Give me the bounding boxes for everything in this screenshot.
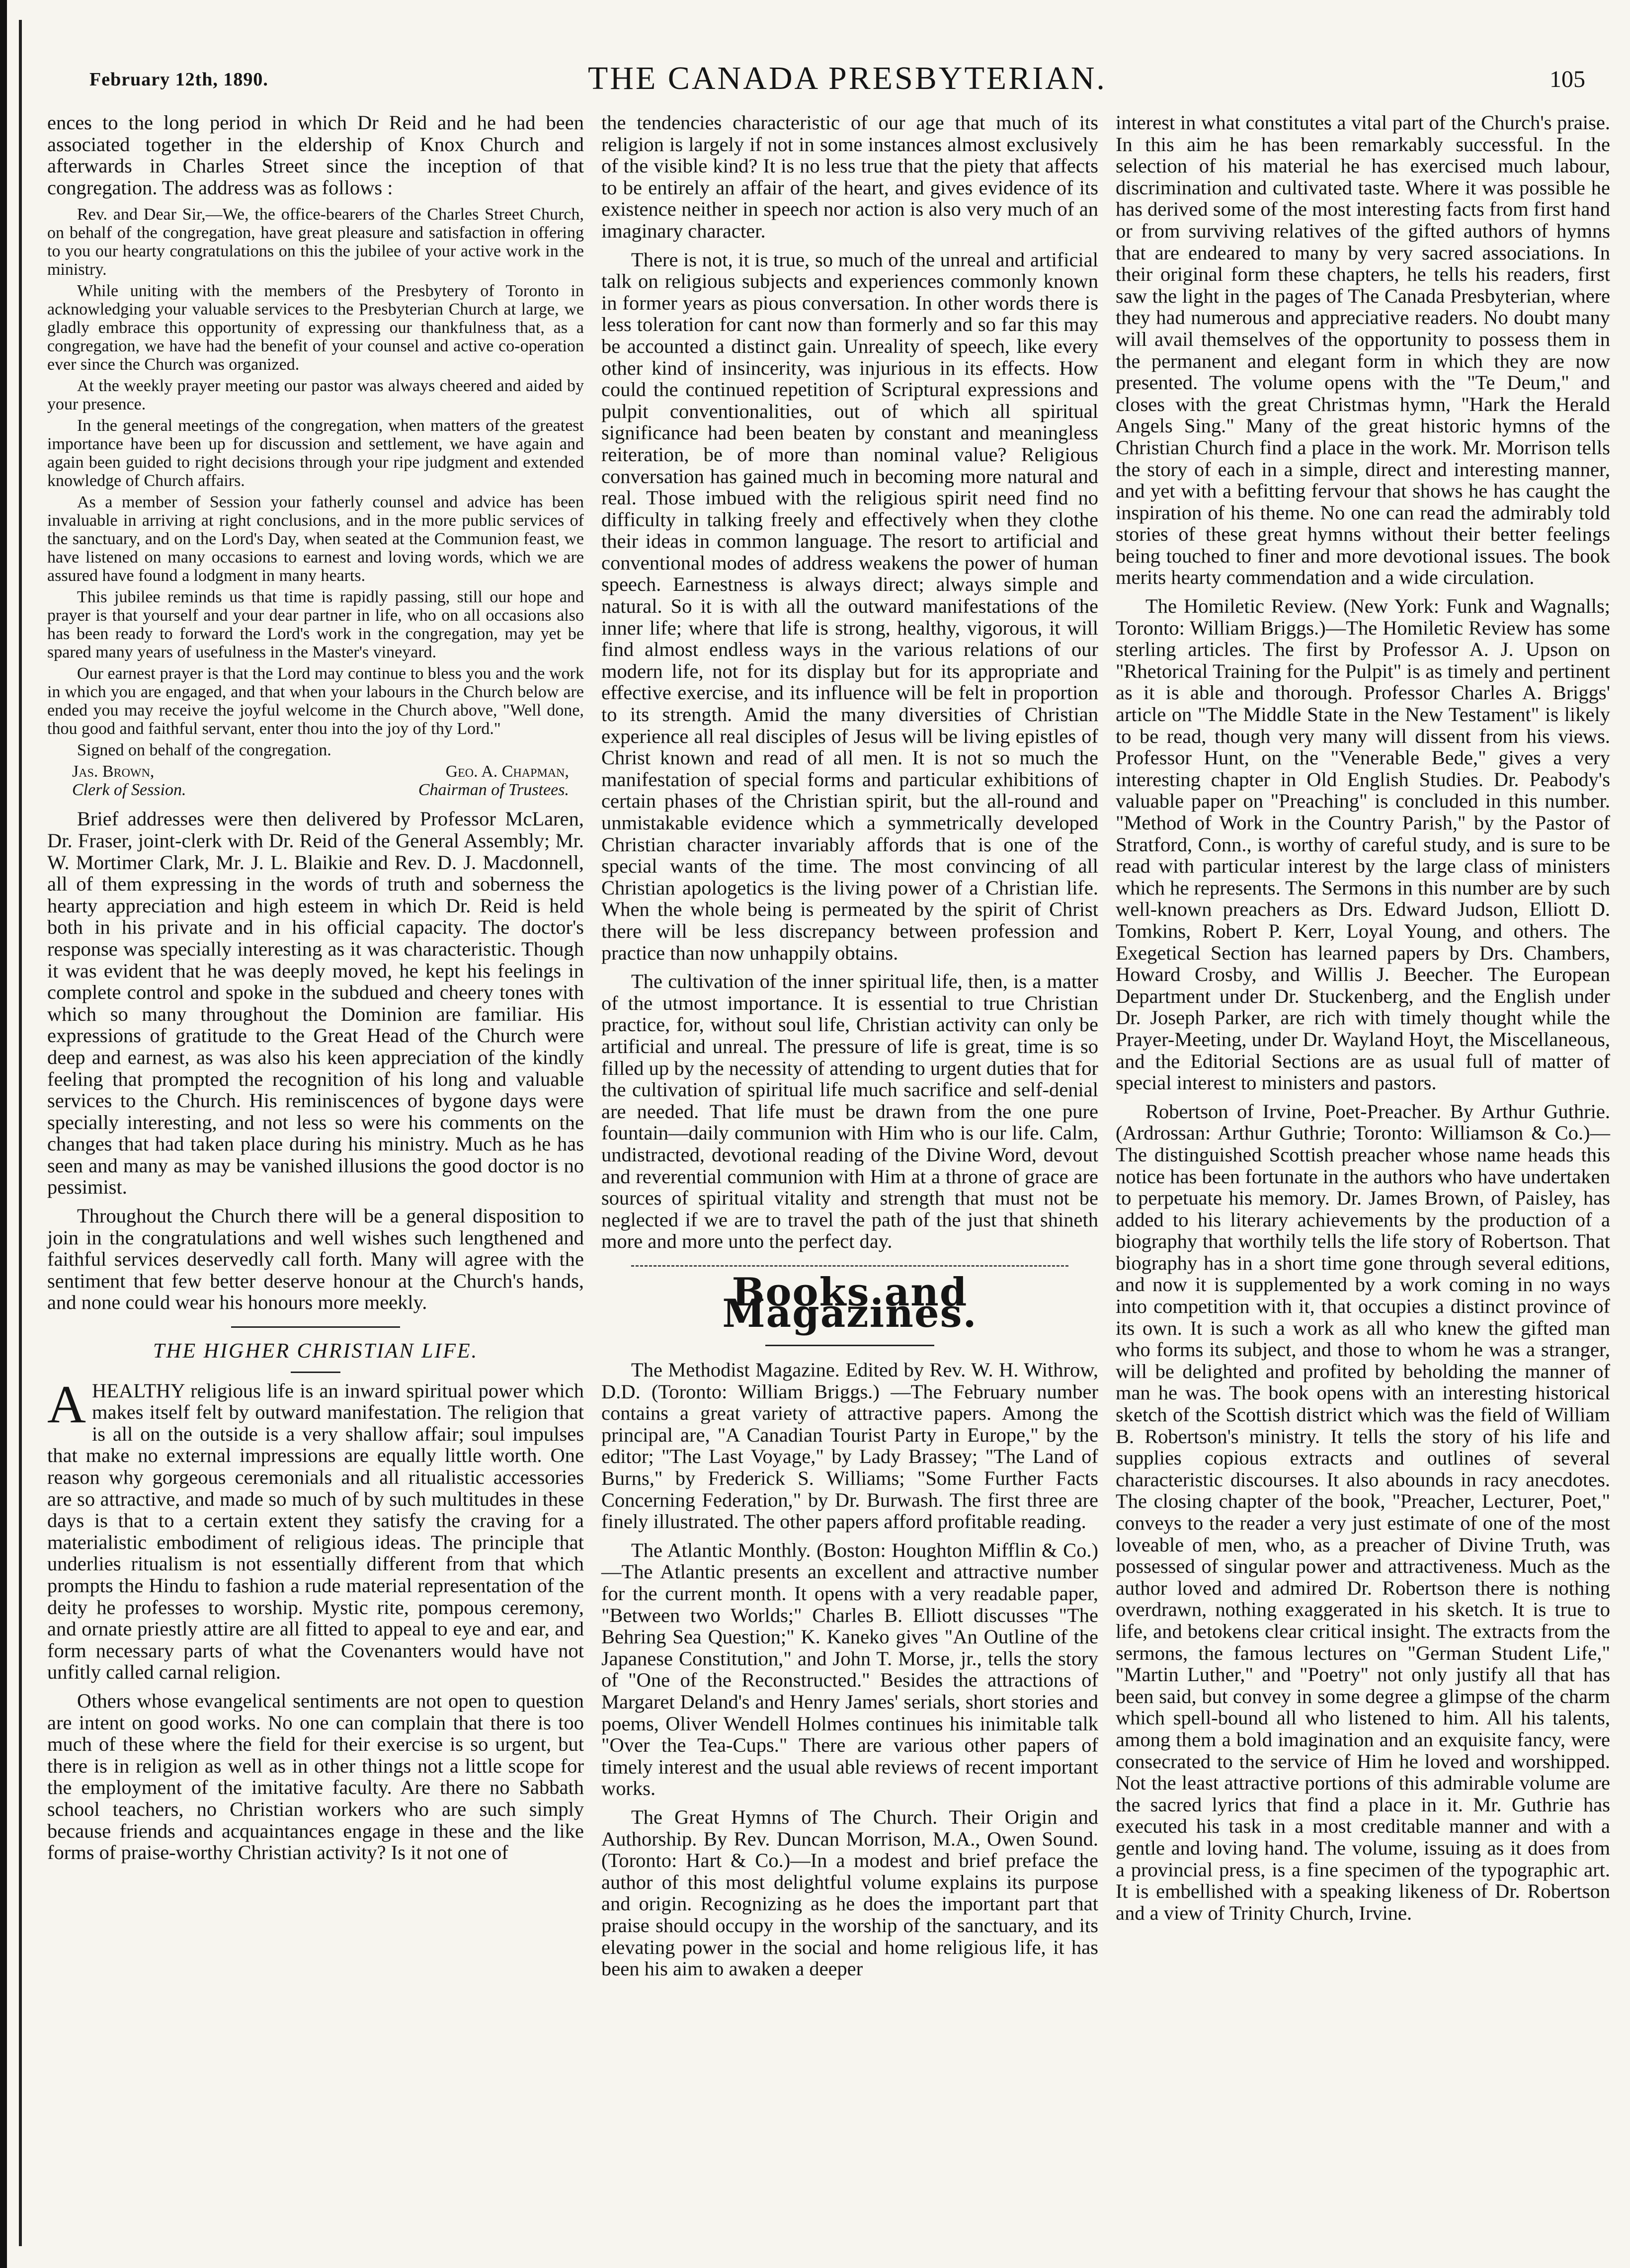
paragraph: the tendencies characteristic of our age that much of its religion is largely if not in some instances almost exclusively of the visible kind? It is no less true that the piety that affects to be entirely an affair of the heart, and gives evidence of its existence neither in speech nor action is also very much of an imaginary character.	[601, 111, 1098, 242]
paragraph: Brief addresses were then delivered by Professor McLaren, Dr. Fraser, joint-clerk with Dr. Reid of the General Assembly; Mr. W. Mortimer Clark, Mr. J. L. Blaikie and Rev. D. J. Macdonnell, all of them expressing in the words of truth and soberness the hearty appreciation and high esteem in which Dr. Reid is held both in his private and in his official capacity. The doctor's response was specially interesting as it was characteristic. Though it was evident that he was deeply moved, he kept his feelings in complete control and spoke in the subdued and cheery tones with which so many throughout the Dominion are familiar. His expressions of gratitude to the Great Head of the Church were deep and earnest, as was also his keen appreciation of the kindly feeling that prompted the recognition of his long and valuable services to the Church. His reminiscences of bygone days were specially interesting, and not less so were his comments on the changes that had taken place during his ministry. Much as he has seen and many as may be vanished illusions the good doctor is no pessimist.	[47, 808, 584, 1199]
address-paragraph: While uniting with the members of the Presbytery of Toronto in acknowledging your valuable services to the Presbyterian Church at large, we gladly embrace this opportunity of expressing our thankfulness that, as a congregation, we have had the benefit of your counsel and active co-operation ever since the Church was organized.	[47, 282, 584, 374]
heading-underline	[765, 1345, 934, 1346]
books-and-magazines-heading: Books and Magazines.	[722, 1269, 978, 1337]
review-robertson: Robertson of Irvine, Poet-Preacher. By Arthur Guthrie. (Ardrossan: Arthur Guthrie; Toronto: Williamson & Co.)—The distinguished Scottish preacher whose name heads this notice has been fortunate in the authors who have undertaken to perpetuate his memory. Dr. James Brown, of Paisley, has added to his literary achievements by the production of a biography that worthily tells the life story of Robertson. That biography has in a short time gone through several editions, and now it is supplemented by a work coming in no ways into competition with it, that occupies a distinct province of its own. It is such a work as all who knew the gifted man who forms its subject, and those to whom he was a stranger, will be delighted and profited by beholding the manner of man he was. The book opens with an interesting historical sketch of the Scottish district which was the field of William B. Robertson's ministry. It tells the story of his life and supplies copious extracts and outlines of several characteristic discourses. It also abounds in racy anecdotes. The closing chapter of the book, "Preacher, Lecturer, Poet," conveys to the reader a very just estimate of one of the most loveable of men, who, as a preacher of Divine Truth, was possessed of singular power and attractiveness. Much as the author loved and admired Dr. Robertson there is nothing overdrawn, nothing exaggerated in his sketch. It is true to life, and betokens clear critical insight. The extracts from the sermons, the famous lectures on "German Student Life," "Martin Luther," and "Poetry" not only justify all that has been said, but convey in some degree a glimpse of the charm which spell-bound all who listened to him. All his talents, among them a bold imagination and an exquisite fancy, were consecrated to the service of Him he loved and worshipped. Not the least attractive portions of this admirable volume are the sacred lyrics that find a place in it. Mr. Guthrie has executed his task in a most creditable manner and with a gentle and loving hand. The volume, issuing as it does from a provincial press, is a fine specimen of the typographic art. It is embellished with a speaking likeness of Dr. Robertson and a view of Trinity Church, Irvine.	[1116, 1100, 1610, 1924]
signature-clerk: Jas. Brown,	[72, 762, 155, 781]
column-2	[601, 112, 1098, 1987]
paragraph: interest in what constitutes a vital part of the Church's praise. In this aim he has been remarkably successful. In the selection of his material he has exercised much labour, discrimination and cultivated taste. Where it was possible he has derived some of the most interesting facts from first hand or from surviving relatives of the gifted authors of hymns that are endeared to many by very sacred associations. In their original form these chapters, he tells his readers, first saw the light in the pages of The Canada Presbyterian, where they had numerous and appreciative readers. No doubt many will avail themselves of the opportunity to possess them in the permanent and elegant form in which they are now presented. The volume opens with the "Te Deum," and closes with the great Christmas hymn, "Hark the Herald Angels Sing." Many of the great historic hymns of the Christian Church find a place in the work. Mr. Morrison tells the story of each in a simple, direct and interesting manner, and yet with a befitting fervour that shows he has caught the inspiration of his theme. No one can read the admirably told stories of these great hymns without their better feelings being touched to finer and more devotional issues. The book merits hearty commendation and a wide circulation.	[1116, 111, 1610, 589]
signatures-roles	[47, 781, 584, 799]
signature-chairman: Geo. A. Chapman,	[445, 762, 569, 781]
signatures-names	[47, 762, 584, 781]
address-paragraph: Rev. and Dear Sir,—We, the office-bearers of the Charles Street Church, on behalf of the congregation, have great pleasure and satisfaction in offering to you our hearty congratulations on this the jubilee of your active work in the ministry.	[47, 205, 584, 279]
paragraph: There is not, it is true, so much of the unreal and artificial talk on religious subjects and experiences commonly known in former years as pious conversation. In other words there is less toleration for cant now than formerly and so far this may be accounted a distinct gain. Unreality of speech, like every other kind of insincerity, was injurious in its effects. How could the continued repetition of Scriptural expressions and pulpit conventionalities, out of which all spiritual significance had been beaten by constant and meaningless reiteration, be of more than nominal value? Religious conversation has gained much in becoming more natural and real. Those imbued with the religious spirit need find no difficulty in talking freely and effectively when they clothe their ideas in common language. The resort to artificial and conventional modes of address weakens the power of human speech. Earnestness is always direct; always simple and natural. So it is with all the outward manifestations of the inner life; where that life is strong, healthy, vigorous, it will find almost endless ways in the various relations of our modern life, not for its display but for its appropriate and effective exercise, and its influence will be felt in proportion to its strength. Amid the many diversities of Christian experience all real disciples of Jesus will be living epistles of Christ known and read of all men. It is not so much the manifestation of special forms and particular exhibitions of certain phases of the Christian spirit, but the all-round and unmistakable evidence which a symmetrically developed Christian character invariably affords that is one of the special wants of the time. The most convincing of all Christian apologetics is the living power of a Christian life. When the whole being is permeated by the spirit of Christ there will be less discrepancy between profession and practice than now unhappily obtains.	[601, 248, 1098, 964]
paragraph: Others whose evangelical sentiments are not open to question are intent on good works. No one can complain that there is too much of these where the field for their exercise is so urgent, but there is in religion as well as in other things not a little scope for the employment of the imitative faculty. Are there no Sabbath school teachers, no Christian workers who are such simply because friends and acquaintances engage in these and the like forms of praise-worthy Christian activity? Is it not one of	[47, 1689, 584, 1864]
column-1	[47, 112, 584, 1870]
column-3	[1116, 112, 1610, 1931]
issue-date: February 12th, 1890.	[89, 69, 268, 90]
address-paragraph: In the general meetings of the congregation, when matters of the greatest importance have been up for discussion and settlement, we have again and again been guided to right decisions through your ripe judgment and extended knowledge of Church affairs.	[47, 416, 584, 490]
review-atlantic: The Atlantic Monthly. (Boston: Houghton Mifflin & Co.)—The Atlantic presents an excellent and attractive number for the current month. It opens with a very readable paper, "Between two Worlds;" Charles B. Elliott discusses "The Behring Sea Question;" K. Kaneko gives "An Outline of the Japanese Constitution," and John T. Morse, jr., tells the story of "One of the Reconstructed." Besides the attractions of Margaret Deland's and Henry James' serials, short stories and poems, Oliver Wendell Holmes continues his inimitable talk "Over the Tea-Cups." There are various other papers of timely interest and the usual able reviews of recent important works.	[601, 1539, 1098, 1800]
page-number: 105	[1549, 66, 1585, 92]
section-title: THE HIGHER CHRISTIAN LIFE.	[153, 1340, 479, 1363]
paragraph: ences to the long period in which Dr Reid and he had been associated together in the eldership of Knox Church and afterwards in Charles Street since the inception of that congregation. The address was as follows :	[47, 111, 584, 199]
address-paragraph: Our earnest prayer is that the Lord may continue to bless you and the work in which you are engaged, and that when your labours in the Church below are ended you may receive the joyful welcome in the Church above, "Well done, thou good and faithful servant, enter thou into the joy of thy Lord."	[47, 664, 584, 738]
review-homiletic: The Homiletic Review. (New York: Funk and Wagnalls; Toronto: William Briggs.)—The Homiletic Review has some sterling articles. The first by Professor A. J. Upson on "Rhetorical Training for the Pulpit" is as timely and pertinent as it is able and thorough. Professor Charles A. Briggs' article on "The Middle State in the New Testament" is likely to be read, though very many will dissent from his views. Professor Hunt, on the "Venerable Bede," gives a very interesting chapter in Old English Studies. Dr. Peabody's valuable paper on "Preaching" is concluded in this number. "Method of Work in the Country Parish," by the Pastor of Stratford, Conn., is worthy of careful study, and is sure to be read with particular interest by the large class of ministers which he represents. The Sermons in this number are by such well-known preachers as Drs. Edward Judson, Elliott D. Tomkins, Robert P. Kerr, Loyal Young, and others. The Exegetical Section has learned papers by Drs. Chambers, Howard Crosby, and Willis J. Beecher. The European Department under Dr. Stuckenberg, and the English under Dr. Joseph Parker, are rich with timely thought while the Prayer-Meeting, under Dr. Wayland Hoyt, the Miscellaneous, and the Editorial Sections are as usual full of matter of special interest to ministers and pastors.	[1116, 595, 1610, 1094]
paragraph	[47, 1375, 584, 1684]
address-paragraph: At the weekly prayer meeting our pastor was always cheered and aided by your presence.	[47, 377, 584, 414]
paragraph: Throughout the Church there will be a general disposition to join in the congratulations and well wishes such lengthened and faithful services deservedly call forth. Many will agree with the sentiment that few better deserve honour at the Church's hands, and none could wear his honours more meekly.	[47, 1205, 584, 1314]
paragraph: The cultivation of the inner spiritual life, then, is a matter of the utmost importance. It is essential to true Christian practice, for, without soul life, Christian activity can only be artificial and unreal. The pressure of life is great, time is so filled up by the necessity of attending to urgent duties that for the cultivation of spiritual life much sacrifice and self-denial are needed. That life must be drawn from the one pure fountain—daily communion with Him who is our life. Calm, undistracted, devotional reading of the Divine Word, devout and reverential communion with Him at a throne of grace are sources of spiritual vitality and strength that must not be neglected if we are to travel the path of the just that shineth more and more unto the perfect day.	[601, 970, 1098, 1253]
paragraph-text: HEALTHY religious life is an inward spiritual power which makes itself felt by outward manifestation. The religion that is all on the outside is a very shallow affair; soul impulses that make no external impressions are equally little worth. One reason why gorgeous ceremonials and all ritualistic accessories are so attractive, and made so much of by such multitudes in these days is that to a certain extent they satisfy the craving for a materialistic embodiment of religious ideas. The principle that underlies ritualism is not essentially different from that which prompts the Hindu to fashion a rude material representation of the deity he professes to worship. Mystic rite, pompous ceremony, and ornate priestly attire are all fitted to appeal to eye and ear, and form necessary parts of what the Covenanters would have not unfitly called carnal religion.	[47, 1379, 584, 1684]
section-divider	[231, 1326, 400, 1328]
review-methodist: The Methodist Magazine. Edited by Rev. W. H. Withrow, D.D. (Toronto: William Briggs.) —The February number contains a great variety of attractive papers. Among the principal are, "A Canadian Tourist Party in Europe," by the editor; "The Last Voyage," by Lady Brassey; "The Land of Burns," by Frederick S. Williams; "Some Further Facts Concerning Federation," by Dr. Burwash. The first three are finely illustrated. The other papers afford profitable reading.	[601, 1359, 1098, 1533]
address-paragraph: As a member of Session your fatherly counsel and advice has been invaluable in arriving at right conclusions, and in the more public services of the sanctuary, and on the Lord's Day, when seated at the Communion feast, we have listened on many occasions to earnest and loving words, which we are assured have found a lodgment in many hearts.	[47, 493, 584, 585]
page-margin-rule	[19, 20, 22, 2246]
drop-cap: A	[47, 1375, 86, 1434]
page-header	[89, 60, 1605, 109]
title-underline	[291, 1372, 340, 1373]
masthead-title: THE CANADA PRESBYTERIAN.	[588, 60, 1107, 96]
role-clerk: Clerk of Session.	[72, 781, 186, 800]
role-chairman: Chairman of Trustees.	[418, 781, 569, 800]
review-great-hymns: The Great Hymns of The Church. Their Origin and Authorship. By Rev. Duncan Morrison, M.A., Owen Sound. (Toronto: Hart & Co.)—In a modest and brief preface the author of this most delightful volume explains its purpose and origin. Recognizing as he does the important part that praise should occupy in the worship of the sanctuary, and its elevating power in the social and home religious life, it has been his aim to awaken a deeper	[601, 1805, 1098, 1980]
section-divider	[631, 1265, 1068, 1267]
address-paragraph: This jubilee reminds us that time is rapidly passing, still our hope and prayer is that yourself and your dear partner in life, who on all occasions also has been ready to forward the Lord's work in the congregation, may yet be spared many years of usefulness in the Master's vineyard.	[47, 588, 584, 662]
address-paragraph: Signed on behalf of the congregation.	[77, 741, 331, 760]
page-edge-rule	[0, 0, 7, 2268]
